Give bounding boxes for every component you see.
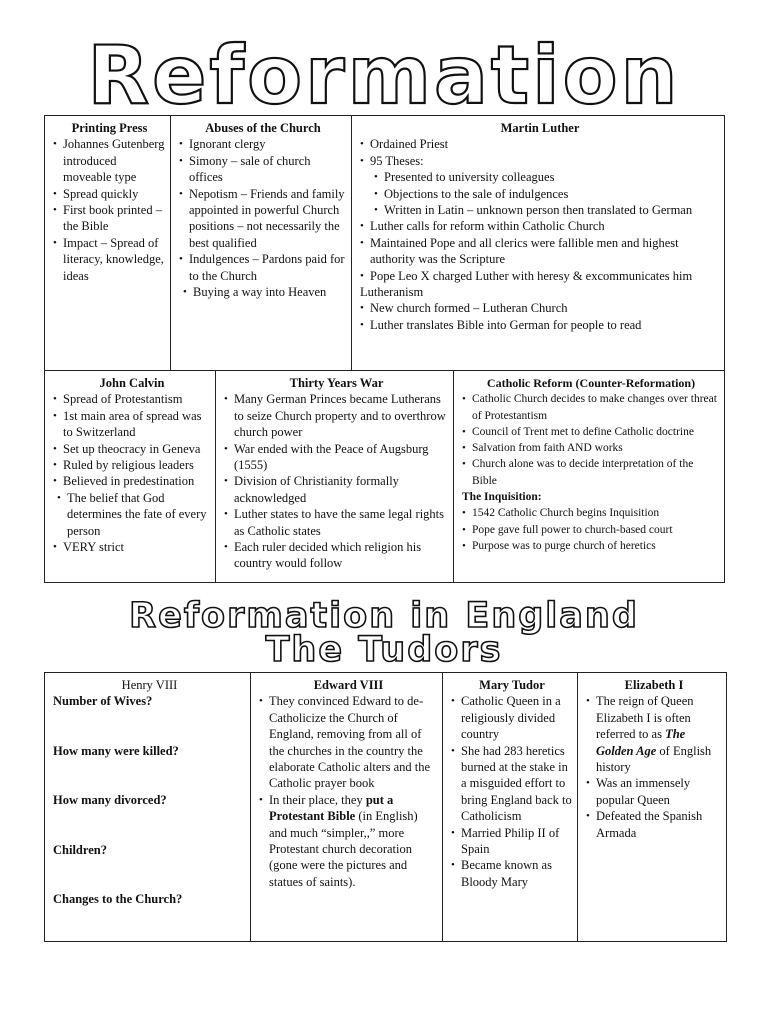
list-item: • Johannes Gutenberg introduced moveable type	[53, 136, 166, 185]
printing-press-heading: Printing Press	[71, 121, 148, 135]
inquisition-list	[462, 505, 720, 554]
list-item: • Church alone was to decide interpretation of the Bible	[462, 456, 720, 489]
list-item: • 95 Theses:	[360, 153, 720, 169]
list-item: • Ordained Priest	[360, 136, 720, 152]
john-calvin-cell	[45, 371, 215, 582]
list-item: • Ignorant clergy	[179, 136, 347, 152]
mary-tudor-list	[451, 693, 573, 890]
question-church-changes: Changes to the Church?	[53, 892, 183, 907]
list-item: • Luther calls for reform within Catholic Church	[360, 218, 720, 234]
abuses-cell	[170, 116, 351, 370]
thirty-years-war-cell	[215, 371, 453, 582]
list-item: • Believed in predestination	[53, 473, 211, 489]
inquisition-label: The Inquisition:	[462, 491, 542, 504]
edward-viii-list	[259, 693, 438, 890]
question-children: Children?	[53, 842, 107, 857]
list-item: • Spread quickly	[53, 186, 166, 202]
list-item	[586, 693, 722, 775]
catholic-reform-heading: Catholic Reform (Counter-Reformation)	[486, 376, 696, 390]
tudors-box	[44, 672, 727, 942]
list-item: • Was an immensely popular Queen	[586, 775, 722, 808]
list-item: • Maintained Pope and all clerics were fallible men and highest authority was the Scripture	[360, 235, 720, 268]
list-item: • Impact – Spread of literacy, knowledge, ideas	[53, 235, 166, 284]
martin-luther-heading: Martin Luther	[500, 121, 580, 135]
list-item: • Written in Latin – unknown person then translated to German	[374, 202, 720, 218]
list-item: • Presented to university colleagues	[374, 169, 720, 185]
list-item: • Buying a way into Heaven	[183, 284, 347, 300]
list-item: • The belief that God determines the fate of every person	[57, 490, 211, 539]
list-item: • Pope gave full power to church-based court	[462, 522, 720, 538]
list-item: • Indulgences – Pardons paid for to the Church	[179, 251, 347, 284]
martin-luther-cell	[351, 116, 724, 370]
list-item-text: of English history	[596, 743, 712, 775]
list-item-emphasis: put a Protestant Bible	[269, 792, 394, 824]
list-item: • Became known as Bloody Mary	[451, 857, 573, 890]
edward-viii-cell	[250, 673, 442, 941]
elizabeth-i-list	[586, 693, 722, 841]
england-title: Reformation in England	[129, 596, 639, 636]
list-item-text: In their place, they	[269, 792, 366, 807]
john-calvin-heading: John Calvin	[99, 376, 165, 390]
list-item: • Objections to the sale of indulgences	[374, 186, 720, 202]
list-item-text: The reign of Queen Elizabeth I is often referred to as	[596, 694, 694, 742]
printing-press-list	[53, 136, 166, 284]
list-item-emphasis: The Golden Age	[596, 727, 686, 758]
thirty-years-war-list	[224, 391, 449, 571]
list-item: • War ended with the Peace of Augsburg (1555)	[224, 441, 449, 474]
list-item: • Salvation from faith AND works	[462, 440, 720, 456]
list-item-text: (in English) and much “simpler,,” more Protestant church decoration (gone were the pictures and statues of saints).	[269, 809, 418, 889]
mary-tudor-heading: Mary Tudor	[479, 678, 545, 692]
abuses-list	[179, 136, 347, 300]
edward-viii-heading: Edward VIII	[313, 678, 384, 692]
list-item: • Luther states to have the same legal rights as Catholic states	[224, 506, 449, 539]
list-item: • VERY strict	[53, 539, 211, 555]
henry-viii-cell	[45, 673, 250, 941]
elizabeth-i-cell	[577, 673, 726, 941]
list-item: • Purpose was to purge church of heretics	[462, 538, 720, 554]
list-item: • They convinced Edward to de-Catholicize the Church of England, removing from all of the churches in the country the elaborate Catholic alters and the Catholic prayer book	[259, 693, 438, 791]
list-item: • New church formed – Lutheran Church	[360, 300, 720, 316]
list-item: • First book printed – the Bible	[53, 202, 166, 235]
question-divorced: How many divorced?	[53, 793, 167, 808]
list-item: • Many German Princes became Lutherans to seize Church property and to overthrow church power	[224, 391, 449, 440]
list-item: • Spread of Protestantism	[53, 391, 211, 407]
list-item: • Simony – sale of church offices	[179, 153, 347, 186]
catholic-reform-list	[462, 391, 720, 489]
list-item: • Council of Trent met to define Catholic doctrine	[462, 424, 720, 440]
tudors-title: The Tudors	[265, 630, 503, 670]
list-item: • Division of Christianity formally acknowledged	[224, 473, 449, 506]
lutheranism-label: Lutheranism	[360, 285, 424, 300]
reformation-middle-box	[44, 370, 725, 583]
list-item	[259, 792, 438, 890]
question-killed: How many were killed?	[53, 743, 179, 758]
list-item: • Ruled by religious leaders	[53, 457, 211, 473]
elizabeth-i-heading: Elizabeth I	[624, 678, 684, 692]
john-calvin-list	[53, 391, 211, 555]
list-item: • Catholic Queen in a religiously divided country	[451, 693, 573, 742]
list-item: • Pope Leo X charged Luther with heresy & excommunicates him	[360, 268, 720, 284]
list-item: • Nepotism – Friends and family appointed in powerful Church positions – not necessarily the best qualified	[179, 186, 347, 252]
henry-viii-heading: Henry VIII	[121, 678, 178, 692]
list-item: • 1542 Catholic Church begins Inquisition	[462, 505, 720, 521]
list-item: • Catholic Church decides to make changes over threat of Protestantism	[462, 391, 720, 424]
lutheranism-list	[360, 300, 720, 333]
catholic-reform-cell	[453, 371, 724, 582]
list-item: • Each ruler decided which religion his country would follow	[224, 539, 449, 572]
page-title: Reformation	[87, 29, 681, 122]
abuses-heading: Abuses of the Church	[205, 121, 321, 135]
list-item: • Defeated the Spanish Armada	[586, 808, 722, 841]
mary-tudor-cell	[442, 673, 577, 941]
list-item: • Set up theocracy in Geneva	[53, 441, 211, 457]
list-item: • Luther translates Bible into German for people to read	[360, 317, 720, 333]
martin-luther-list	[360, 136, 720, 284]
thirty-years-war-heading: Thirty Years War	[289, 376, 384, 390]
reformation-top-box	[44, 115, 725, 371]
question-wives: Number of Wives?	[53, 694, 153, 709]
printing-press-cell	[45, 116, 170, 370]
list-item: • 1st main area of spread was to Switzerland	[53, 408, 211, 441]
list-item: • She had 283 heretics burned at the stake in a misguided effort to bring England back to Catholicism	[451, 743, 573, 825]
list-item: • Married Philip II of Spain	[451, 825, 573, 858]
